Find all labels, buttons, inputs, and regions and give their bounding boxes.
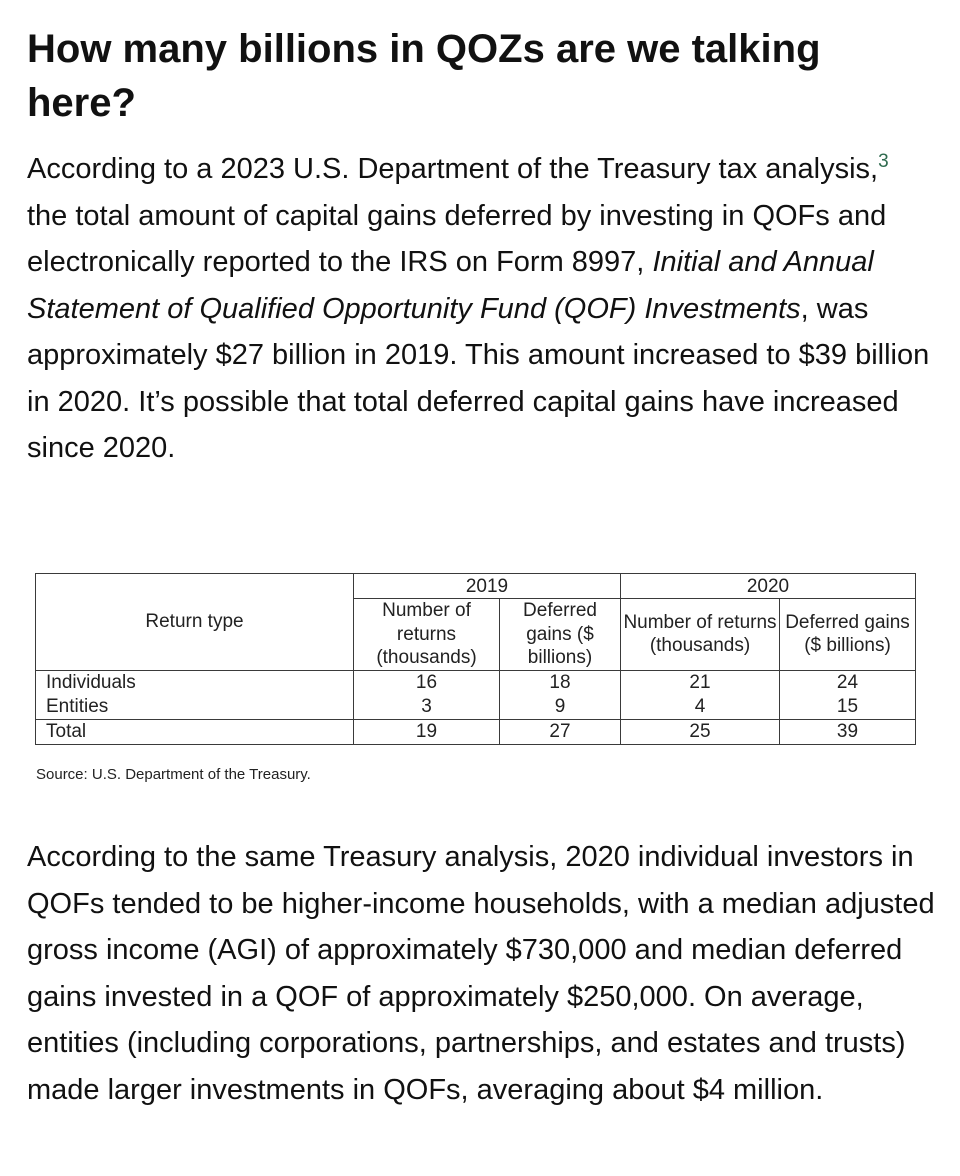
cell-returns-2019: 3 <box>354 695 500 720</box>
returns-header-2019: Number of returns (thousands) <box>354 599 500 671</box>
gains-header-2020: Deferred gains ($ billions) <box>780 599 916 671</box>
cell-returns-2020: 21 <box>621 670 780 695</box>
cell-gains-2020: 15 <box>780 695 916 720</box>
cell-gains-2019: 27 <box>500 719 621 744</box>
intro-paragraph <box>27 146 937 472</box>
deferred-gains-table <box>35 573 916 745</box>
cell-gains-2020: 39 <box>780 719 916 744</box>
cell-returns-2019: 19 <box>354 719 500 744</box>
cell-gains-2020: 24 <box>780 670 916 695</box>
table-year-header-row <box>36 574 916 599</box>
intro-text-part3: , was approximately $27 billion in 2019. This amount increased to $39 billion in 2020. It’s possible that total deferred capital gains have increased since 2020. <box>27 292 930 464</box>
footnote-link[interactable]: 3 <box>878 151 889 172</box>
followup-paragraph: According to the same Treasury analysis, 2020 individual investors in QOFs tended to be higher-income households, with a median adjusted gross income (AGI) of approximately $730,000 and median deferred gains invested in a QOF of approximately $250,000. On average, entities (including corporations, partnerships, and estates and trusts) made larger investments in QOFs, averaging about $4 million. <box>27 841 935 1106</box>
cell-returns-2020: 25 <box>621 719 780 744</box>
row-label: Total <box>36 719 354 744</box>
year-header-2020: 2020 <box>621 574 916 599</box>
row-label: Individuals <box>36 670 354 695</box>
table-row <box>36 695 916 720</box>
cell-returns-2020: 4 <box>621 695 780 720</box>
intro-text-part1: According to a 2023 U.S. Department of the Treasury tax analysis, <box>27 153 879 185</box>
row-label: Entities <box>36 695 354 720</box>
table-row <box>36 670 916 695</box>
returns-header-2020: Number of returns (thousands) <box>621 599 780 671</box>
table-row-total <box>36 719 916 744</box>
intro-text-part2: the total amount of capital gains deferred by investing in QOFs and electronically reported to the IRS on Form 8997, <box>27 199 887 278</box>
form-title: Initial and Annual Statement of Qualified Opportunity Fund (QOF) Investments <box>27 246 874 325</box>
table-source-note: Source: U.S. Department of the Treasury. <box>36 766 311 783</box>
cell-gains-2019: 9 <box>500 695 621 720</box>
gains-header-2019: Deferred gains ($ billions) <box>500 599 621 671</box>
year-header-2019: 2019 <box>354 574 621 599</box>
return-type-header: Return type <box>36 574 354 671</box>
cell-gains-2019: 18 <box>500 670 621 695</box>
article-heading: How many billions in QOZs are we talking here? <box>27 27 821 125</box>
cell-returns-2019: 16 <box>354 670 500 695</box>
